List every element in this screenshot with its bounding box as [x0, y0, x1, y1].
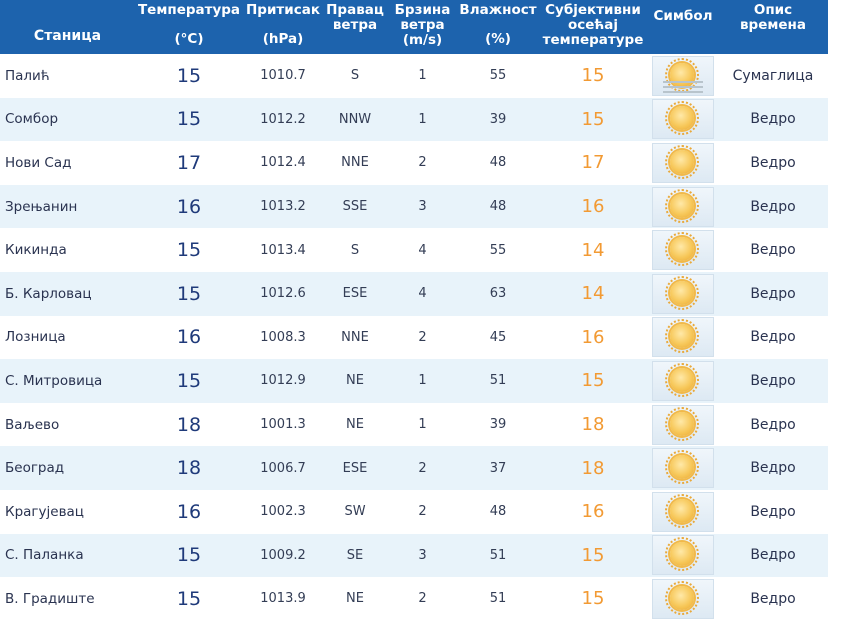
sun-icon — [652, 579, 714, 619]
wind-direction-value: NNE — [341, 329, 369, 345]
pressure-value: 1009.2 — [260, 547, 306, 563]
weather-description: Ведро — [750, 285, 796, 302]
table-header-row — [0, 0, 828, 54]
weather-description: Ведро — [750, 198, 796, 215]
wind-direction-value: SW — [344, 504, 366, 520]
wind-speed-value: 3 — [418, 547, 427, 563]
wind-direction-value: NNW — [338, 111, 372, 127]
station-name: С. Митровица — [5, 372, 103, 389]
table-row — [0, 446, 828, 490]
humidity-value: 63 — [489, 286, 507, 302]
pressure-value: 1013.2 — [260, 199, 306, 215]
feels-like-value: 17 — [581, 152, 605, 174]
pressure-value: 1006.7 — [260, 460, 306, 476]
symbol-cell — [648, 490, 718, 534]
weather-description: Ведро — [750, 503, 796, 520]
temperature-value: 18 — [176, 457, 202, 480]
wind-direction-value: S — [350, 68, 360, 84]
table-row — [0, 490, 828, 534]
station-name: Ваљево — [5, 416, 60, 433]
wind-speed-value: 4 — [418, 286, 427, 302]
header-feels-like: Субјективни осећај температуре — [542, 2, 644, 48]
table-row — [0, 272, 828, 316]
wind-speed-value: 2 — [418, 591, 427, 607]
wind-speed-value: 2 — [418, 329, 427, 345]
feels-like-value: 18 — [581, 414, 605, 436]
sun-icon — [652, 274, 714, 314]
wind-direction-value: ESE — [342, 286, 368, 302]
humidity-value: 39 — [489, 417, 507, 433]
wind-direction-value: S — [350, 242, 360, 258]
table-row — [0, 185, 828, 229]
station-name: Кикинда — [5, 242, 67, 259]
humidity-value: 39 — [489, 111, 507, 127]
symbol-cell — [648, 534, 718, 578]
humidity-value: 51 — [489, 591, 507, 607]
station-name: Б. Карловац — [5, 285, 92, 302]
wind-speed-value: 4 — [418, 242, 427, 258]
feels-like-value: 16 — [581, 501, 605, 523]
temperature-value: 16 — [176, 195, 202, 218]
humidity-value: 51 — [489, 547, 507, 563]
wind-speed-value: 1 — [418, 417, 427, 433]
pressure-value: 1012.2 — [260, 111, 306, 127]
feels-like-value: 15 — [581, 544, 605, 566]
pressure-value: 1013.4 — [260, 242, 306, 258]
header-symbol: Симбол — [653, 8, 713, 24]
temperature-value: 15 — [176, 64, 202, 87]
sun-icon — [652, 143, 714, 183]
temperature-value: 16 — [176, 500, 202, 523]
sun-haze-icon — [652, 56, 714, 96]
wind-speed-value: 1 — [418, 111, 427, 127]
sun-icon — [652, 492, 714, 532]
weather-description: Ведро — [750, 372, 796, 389]
humidity-value: 55 — [489, 68, 507, 84]
header-humidity: Влажност (%) — [459, 2, 537, 47]
station-name: Београд — [5, 460, 65, 477]
symbol-cell — [648, 446, 718, 490]
table-row — [0, 54, 828, 98]
humidity-value: 48 — [489, 199, 507, 215]
wind-speed-value: 1 — [418, 373, 427, 389]
header-pressure: Притисак (hPa) — [246, 2, 320, 47]
weather-description: Ведро — [750, 154, 796, 171]
table-row — [0, 98, 828, 142]
weather-description: Ведро — [750, 329, 796, 346]
sun-icon — [652, 361, 714, 401]
weather-description: Ведро — [750, 590, 796, 607]
wind-speed-value: 1 — [418, 68, 427, 84]
pressure-value: 1012.6 — [260, 286, 306, 302]
temperature-value: 15 — [176, 587, 202, 610]
feels-like-value: 18 — [581, 457, 605, 479]
weather-description: Ведро — [750, 416, 796, 433]
table-row — [0, 316, 828, 360]
symbol-cell — [648, 403, 718, 447]
pressure-value: 1012.4 — [260, 155, 306, 171]
humidity-value: 48 — [489, 504, 507, 520]
feels-like-value: 16 — [581, 326, 605, 348]
station-name: Нови Сад — [5, 154, 72, 171]
sun-icon — [652, 317, 714, 357]
pressure-value: 1002.3 — [260, 504, 306, 520]
feels-like-value: 15 — [581, 370, 605, 392]
pressure-value: 1012.9 — [260, 373, 306, 389]
feels-like-value: 14 — [581, 239, 605, 261]
temperature-value: 15 — [176, 239, 202, 262]
header-description: Опис времена — [740, 2, 806, 33]
humidity-value: 55 — [489, 242, 507, 258]
symbol-cell — [648, 359, 718, 403]
table-row — [0, 228, 828, 272]
sun-icon — [652, 405, 714, 445]
temperature-value: 15 — [176, 544, 202, 567]
wind-direction-value: NNE — [341, 155, 369, 171]
wind-speed-value: 2 — [418, 504, 427, 520]
wind-direction-value: SE — [346, 547, 364, 563]
weather-description: Ведро — [750, 111, 796, 128]
station-name: Палић — [5, 67, 50, 84]
wind-direction-value: NE — [346, 373, 364, 389]
header-wind-speed: Брзина ветра (m/s) — [394, 2, 451, 48]
temperature-value: 17 — [176, 151, 202, 174]
weather-description: Ведро — [750, 460, 796, 477]
humidity-value: 45 — [489, 329, 507, 345]
station-name: Сомбор — [5, 111, 59, 128]
table-row — [0, 534, 828, 578]
station-name: Лозница — [5, 329, 66, 346]
wind-direction-value: NE — [346, 417, 364, 433]
humidity-value: 37 — [489, 460, 507, 476]
symbol-cell — [648, 316, 718, 360]
station-name: Крагујевац — [5, 503, 84, 520]
temperature-value: 16 — [176, 326, 202, 349]
table-row — [0, 141, 828, 185]
wind-speed-value: 2 — [418, 460, 427, 476]
wind-direction-value: SSE — [342, 199, 368, 215]
station-name: В. Градиште — [5, 590, 95, 607]
symbol-cell — [648, 98, 718, 142]
table-row — [0, 577, 828, 621]
pressure-value: 1013.9 — [260, 591, 306, 607]
header-temperature: Температура (°C) — [137, 2, 241, 47]
header-station: Станица — [33, 27, 102, 44]
pressure-value: 1008.3 — [260, 329, 306, 345]
wind-speed-value: 2 — [418, 155, 427, 171]
symbol-cell — [648, 577, 718, 621]
symbol-cell — [648, 228, 718, 272]
wind-direction-value: NE — [346, 591, 364, 607]
feels-like-value: 14 — [581, 283, 605, 305]
sun-icon — [652, 230, 714, 270]
pressure-value: 1001.3 — [260, 417, 306, 433]
wind-direction-value: ESE — [342, 460, 368, 476]
pressure-value: 1010.7 — [260, 68, 306, 84]
humidity-value: 48 — [489, 155, 507, 171]
humidity-value: 51 — [489, 373, 507, 389]
feels-like-value: 15 — [581, 108, 605, 130]
feels-like-value: 15 — [581, 65, 605, 87]
header-wind-direction: Правац ветра — [326, 2, 384, 33]
station-name: С. Паланка — [5, 547, 84, 564]
temperature-value: 15 — [176, 282, 202, 305]
symbol-cell — [648, 141, 718, 185]
table-row — [0, 359, 828, 403]
weather-description: Сумаглица — [732, 67, 814, 84]
feels-like-value: 16 — [581, 196, 605, 218]
sun-icon — [652, 187, 714, 227]
station-name: Зрењанин — [5, 198, 78, 215]
weather-description: Ведро — [750, 547, 796, 564]
sun-icon — [652, 99, 714, 139]
sun-icon — [652, 448, 714, 488]
symbol-cell — [648, 272, 718, 316]
wind-speed-value: 3 — [418, 199, 427, 215]
symbol-cell — [648, 54, 718, 98]
symbol-cell — [648, 185, 718, 229]
weather-description: Ведро — [750, 242, 796, 259]
temperature-value: 18 — [176, 413, 202, 436]
table-row — [0, 403, 828, 447]
feels-like-value: 15 — [581, 588, 605, 610]
temperature-value: 15 — [176, 108, 202, 131]
sun-icon — [652, 535, 714, 575]
temperature-value: 15 — [176, 369, 202, 392]
